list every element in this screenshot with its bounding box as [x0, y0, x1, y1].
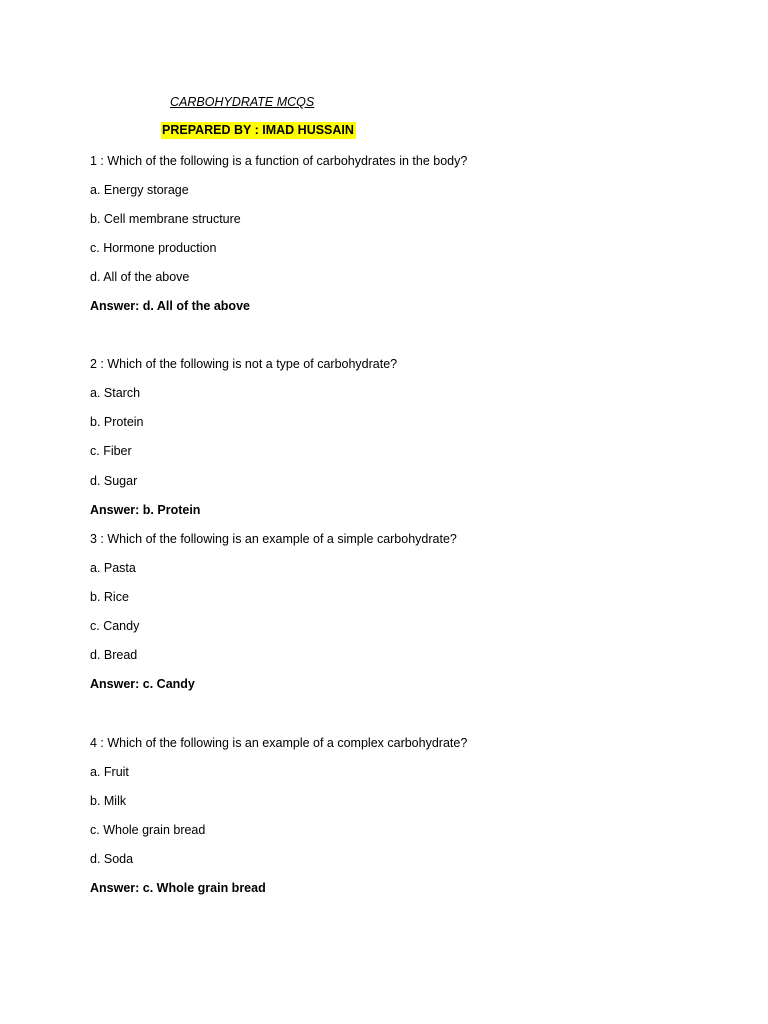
question-1-option-d: d. All of the above — [90, 270, 190, 284]
question-3-text: 3 : Which of the following is an example of a simple carbohydrate? — [90, 532, 457, 546]
prepared-by-label: PREPARED BY : IMAD HUSSAIN — [162, 123, 354, 137]
question-3-option-c: c. Candy — [90, 619, 140, 633]
question-3-option-b: b. Rice — [90, 590, 129, 604]
question-2-option-a: a. Starch — [90, 386, 141, 400]
question-2-answer: Answer: b. Protein — [90, 503, 201, 517]
question-1-option-c: c. Hormone production — [90, 241, 217, 255]
question-4-option-c: c. Whole grain bread — [90, 823, 206, 837]
question-3-answer: Answer: c. Candy — [90, 677, 195, 691]
question-2-text: 2 : Which of the following is not a type of carbohydrate? — [90, 357, 398, 371]
question-1-option-a: a. Energy storage — [90, 183, 189, 197]
question-2-option-d: d. Sugar — [90, 474, 138, 488]
question-4-answer: Answer: c. Whole grain bread — [90, 881, 266, 895]
document-title: CARBOHYDRATE MCQS — [170, 95, 315, 109]
question-1-text: 1 : Which of the following is a function of carbohydrates in the body? — [90, 154, 468, 168]
question-1-option-b: b. Cell membrane structure — [90, 212, 241, 226]
question-3-option-d: d. Bread — [90, 648, 138, 662]
question-4-option-a: a. Fruit — [90, 765, 129, 779]
question-1-answer: Answer: d. All of the above — [90, 299, 250, 313]
question-4-option-b: b. Milk — [90, 794, 127, 808]
question-3-option-a: a. Pasta — [90, 561, 136, 575]
question-2-option-b: b. Protein — [90, 415, 144, 429]
question-2-option-c: c. Fiber — [90, 444, 132, 458]
question-4-option-d: d. Soda — [90, 852, 134, 866]
question-4-text: 4 : Which of the following is an example of a complex carbohydrate? — [90, 736, 468, 750]
